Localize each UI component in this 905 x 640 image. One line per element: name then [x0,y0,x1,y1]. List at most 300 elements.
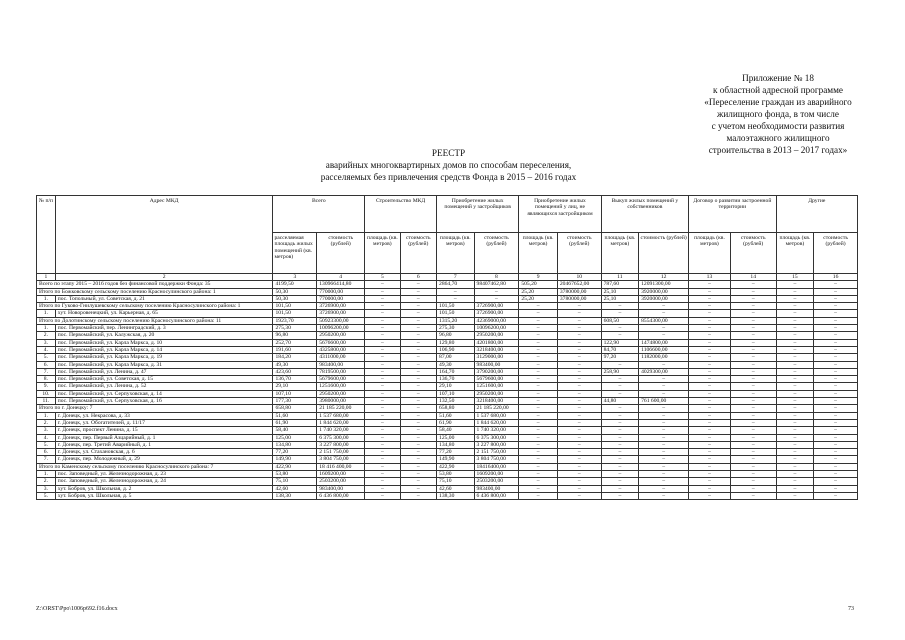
cell-value: 138,30 [273,492,317,499]
column-number: 12 [639,274,689,281]
cell-value: 3726900,00 [317,303,365,310]
cell-value: 1923,70 [273,317,317,324]
row-number: 5. [37,492,56,499]
cell-value: – [689,361,731,368]
cell-value: 107,10 [437,390,475,397]
cell-value: – [519,478,558,485]
row-number: 6. [37,449,56,456]
cell-value: – [400,478,436,485]
cell-value: 4199,50 [273,281,317,288]
cell-value: 191,60 [273,346,317,353]
cell-value: 122,90 [601,339,639,346]
cell-value: – [814,463,858,470]
cell-value: – [601,390,639,397]
cell-value: – [776,441,814,448]
row-address: пос. Первомайский, ул. Ленина, д. 52 [55,383,273,390]
cell-value: 97,20 [601,354,639,361]
row-address: г. Донецк, пер. Молодежный, д. 29 [55,456,273,463]
row-address: г. Донецк, пер. Третий Аварийный, д. 1 [55,441,273,448]
cell-value: – [814,419,858,426]
cell-value: – [639,434,689,441]
table-row [37,485,858,492]
cell-value: – [365,317,400,324]
cell-value: 101,50 [273,303,317,310]
cell-value: – [557,390,601,397]
cell-value: 164,70 [437,368,475,375]
cell-value: – [730,368,776,375]
column-number: 3 [273,274,317,281]
cell-value: – [519,485,558,492]
cell-value: – [776,449,814,456]
cell-value: – [814,303,858,310]
table-row [37,346,858,353]
cell-value: – [814,325,858,332]
column-number: 5 [365,274,400,281]
cell-value: 18416400,00 [474,463,519,470]
cell-value: 96,80 [437,332,475,339]
cell-value: – [689,449,731,456]
row-number: 3. [37,485,56,492]
row-address: пос. Первомайский, ул. Калужская, д. 20 [55,332,273,339]
header-num: № п/п [37,196,56,274]
cell-value: – [474,295,519,302]
cell-value: 5679600,00 [317,376,365,383]
cell-value: – [730,295,776,302]
cell-value: 107,10 [273,390,317,397]
cell-value: – [400,317,436,324]
header-territory: Договор о развитии застроенной территории [689,196,777,233]
cell-value: – [437,295,475,302]
cell-value: 49,30 [437,361,475,368]
cell-value: – [519,434,558,441]
cell-value: – [639,463,689,470]
cell-value: – [814,405,858,412]
row-address: г. Донецк, проспект Ленина, д. 15 [55,427,273,434]
cell-value: – [776,419,814,426]
cell-value: – [689,398,731,405]
cell-value: – [365,485,400,492]
cell-value: – [730,317,776,324]
cell-value: 2503200,00 [317,478,365,485]
cell-value: – [601,434,639,441]
cell-value: – [639,419,689,426]
row-number: 1. [37,412,56,419]
cell-value: 75,10 [273,478,317,485]
column-number: 1 [37,274,56,281]
table-row [37,434,858,441]
cell-value: – [519,325,558,332]
cell-value: – [519,419,558,426]
cell-value: – [601,325,639,332]
cell-value: 252,70 [273,339,317,346]
cell-value: – [776,317,814,324]
cell-value: 275,30 [273,325,317,332]
cell-value: 423,60 [273,368,317,375]
row-number: 2. [37,332,56,339]
cell-value: – [557,463,601,470]
cell-value: – [689,346,731,353]
cell-value: 4029300,00 [639,368,689,375]
cell-value: 8554300,00 [639,317,689,324]
cell-value: – [776,485,814,492]
cell-value: – [601,471,639,478]
row-number: 5. [37,441,56,448]
cell-value: 18 416 400,00 [317,463,365,470]
cell-value: – [639,376,689,383]
page-number: 73 [848,606,854,612]
cell-value: – [519,303,558,310]
cell-value: – [557,478,601,485]
cell-value: 3 804 750,00 [317,456,365,463]
cell-value: – [400,463,436,470]
cell-value: 6 436 800,00 [474,492,519,499]
cell-value: – [365,281,400,288]
cell-value: 770000,00 [317,288,365,295]
cell-value: – [730,449,776,456]
header-area: площадь (кв. метров) [776,233,814,274]
cell-value: – [776,376,814,383]
cell-value: 10096200,00 [317,325,365,332]
cell-value: 77,20 [273,449,317,456]
cell-value: – [814,368,858,375]
cell-value: – [776,456,814,463]
cell-value: – [400,332,436,339]
cell-value: – [814,478,858,485]
cell-value: 2 151 750,00 [317,449,365,456]
cell-value: – [730,412,776,419]
cell-value: – [365,354,400,361]
appendix-line: к областной адресной программе [713,85,843,95]
appendix-block [660,72,896,156]
cell-value: – [689,376,731,383]
cell-value: 1474800,00 [639,339,689,346]
cell-value: – [365,427,400,434]
cell-value: – [689,339,731,346]
cell-value: – [776,303,814,310]
cell-value: 2950200,00 [474,390,519,397]
cell-value: – [557,419,601,426]
cell-value: – [519,405,558,412]
cell-value: 275,30 [437,325,475,332]
cell-value: 29,10 [437,383,475,390]
cell-value: – [814,376,858,383]
cell-value: 96,80 [273,332,317,339]
column-number: 14 [730,274,776,281]
table-row [37,310,858,317]
header-purchase-developer: Приобретение жилых помещений у застройщиков [437,196,519,233]
cell-value: – [814,492,858,499]
header-cost: стоимость (рублей) [474,233,519,274]
cell-value: – [814,471,858,478]
cell-value: 125,00 [273,434,317,441]
cell-value: – [814,449,858,456]
cell-value: – [639,471,689,478]
cell-value: – [365,405,400,412]
cell-value: – [814,288,858,295]
cell-value: – [519,383,558,390]
cell-value: – [365,339,400,346]
cell-value: – [519,427,558,434]
cell-value: – [730,303,776,310]
cell-value: 3129000,00 [474,354,519,361]
cell-value: 4201800,00 [474,339,519,346]
header-area: площадь (кв. метров) [437,233,475,274]
cell-value: – [814,434,858,441]
cell-value: – [814,295,858,302]
cell-value: 3780000,00 [557,288,601,295]
table-row [37,339,858,346]
cell-value: 6 375 300,00 [317,434,365,441]
cell-value: 4311000,00 [317,354,365,361]
cell-value: – [519,376,558,383]
cell-value: – [519,398,558,405]
cell-value: – [557,441,601,448]
cell-value: – [730,419,776,426]
file-path: Z:\ORST\Ppo\1006p692.f16.docx [36,606,118,612]
cell-value: – [601,441,639,448]
cell-value: – [601,303,639,310]
cell-value: – [365,325,400,332]
cell-value: – [730,281,776,288]
cell-value: – [776,368,814,375]
column-number: 8 [474,274,519,281]
header-cost: стоимость (рублей) [814,233,858,274]
cell-value: – [557,325,601,332]
cell-value: 5679600,00 [474,376,519,383]
cell-value: 101,50 [437,303,475,310]
cell-value: – [689,354,731,361]
cell-value: – [557,361,601,368]
appendix-line: Приложение № 18 [742,73,814,83]
cell-value: – [689,390,731,397]
cell-value: – [730,492,776,499]
cell-value: – [557,492,601,499]
cell-value: – [814,390,858,397]
cell-value: – [557,405,601,412]
cell-value: 25,20 [519,295,558,302]
cell-value: 184,20 [273,354,317,361]
cell-value: – [601,419,639,426]
cell-value: – [689,441,731,448]
cell-value: 3 227 800,00 [474,441,519,448]
registry-body [37,281,858,500]
subtotal-row [37,463,858,470]
table-row [37,332,858,339]
cell-value: – [776,412,814,419]
cell-value: – [400,281,436,288]
header-cost: стоимость (рублей) [557,233,601,274]
cell-value: 134,80 [437,441,475,448]
cell-value: – [639,456,689,463]
cell-value: – [730,310,776,317]
cell-value: – [601,427,639,434]
cell-value: – [776,405,814,412]
cell-value: – [557,398,601,405]
table-row [37,376,858,383]
cell-value: – [689,310,731,317]
cell-value: 1 537 680,00 [474,412,519,419]
cell-value: 12091300,00 [639,281,689,288]
cell-value: – [639,383,689,390]
cell-value: 3920000,00 [639,295,689,302]
cell-value: 1315,20 [437,317,475,324]
cell-value: – [730,441,776,448]
cell-value: – [639,478,689,485]
row-number: 1. [37,471,56,478]
cell-value: – [365,390,400,397]
cell-value: – [639,485,689,492]
cell-value: 125,00 [437,434,475,441]
cell-value: – [400,398,436,405]
cell-value: – [639,449,689,456]
cell-value: – [400,376,436,383]
row-address: г. Донецк, ул. Стахановская, д. 6 [55,449,273,456]
header-total: Всего [273,196,365,233]
cell-value: – [557,332,601,339]
cell-value: – [365,398,400,405]
cell-value: – [365,295,400,302]
cell-value: – [557,471,601,478]
cell-value: 2864,70 [437,281,475,288]
cell-value: 1609200,00 [317,471,365,478]
cell-value: – [689,295,731,302]
cell-value: – [365,441,400,448]
cell-value: – [730,383,776,390]
cell-value: – [689,281,731,288]
cell-value: – [776,478,814,485]
cell-value: – [557,368,601,375]
row-address: пос. Первомайский, ул. Серпуховская, д. 16 [55,398,273,405]
cell-value: – [519,441,558,448]
cell-value: – [400,361,436,368]
table-row [37,427,858,434]
cell-value: 10096200,00 [474,325,519,332]
cell-value: 49,30 [273,361,317,368]
cell-value: – [730,405,776,412]
cell-value: – [776,427,814,434]
cell-value: 422,90 [273,463,317,470]
cell-value: – [814,398,858,405]
cell-value: – [814,281,858,288]
cell-value: – [400,412,436,419]
cell-value: – [365,361,400,368]
cell-value: – [519,332,558,339]
cell-value: – [689,463,731,470]
cell-value: – [730,332,776,339]
cell-value: – [776,492,814,499]
cell-value: 983400,00 [317,361,365,368]
cell-value: 29,10 [273,383,317,390]
cell-value: 1 844 620,00 [317,419,365,426]
cell-value: – [814,485,858,492]
cell-value: – [365,471,400,478]
cell-value: – [776,398,814,405]
cell-value: – [519,354,558,361]
subtotal-label: Итого по г. Донецку: 7 [37,405,273,412]
cell-value: 6 375 300,00 [474,434,519,441]
cell-value: – [639,325,689,332]
cell-value: – [776,310,814,317]
cell-value: – [557,339,601,346]
cell-value: – [689,405,731,412]
cell-value: – [730,463,776,470]
appendix-line: жилищного фонда, в том числе [717,109,839,119]
table-row [37,456,858,463]
cell-value: – [730,478,776,485]
cell-value: 4325800,00 [317,346,365,353]
cell-value: – [776,281,814,288]
cell-value: 53,80 [273,471,317,478]
cell-value: 177,30 [273,398,317,405]
cell-value: 25,20 [519,288,558,295]
row-number: 10. [37,390,56,397]
cell-value: – [814,310,858,317]
row-address: г. Донецк, ул. Обогатителей, д. 11/17 [55,419,273,426]
subtotal-row [37,405,858,412]
cell-value: 3218400,00 [474,346,519,353]
table-row [37,325,858,332]
row-address: пос. Первомайский, ул. Серпуховская, д. 14 [55,390,273,397]
cell-value: 136,70 [273,376,317,383]
cell-value: – [437,288,475,295]
cell-value: 129,80 [437,339,475,346]
title-line-3: расселяемых без привлечения средств Фонда в 2015 – 2016 годах [320,172,577,182]
cell-value: – [814,456,858,463]
cell-value: – [776,434,814,441]
cell-value: 2 151 750,00 [474,449,519,456]
row-number: 2. [37,419,56,426]
row-address: пос. Топольный, ул. Советская, д. 21 [55,295,273,302]
cell-value: – [639,361,689,368]
subtotal-row [37,281,858,288]
row-number: 7. [37,368,56,375]
cell-value: – [557,412,601,419]
cell-value: – [776,332,814,339]
cell-value: 983400,00 [317,485,365,492]
subtotal-row [37,288,858,295]
cell-value: – [365,463,400,470]
cell-value: 1106600,00 [639,346,689,353]
subtotal-label: Итого по Божковскому сельскому поселению Красносулинского района: 1 [37,288,273,295]
cell-value: 61,90 [273,419,317,426]
cell-value: 51,60 [273,412,317,419]
cell-value: 787,60 [601,281,639,288]
cell-value: – [689,412,731,419]
cell-value: – [814,383,858,390]
row-address: пос. Первомайский, ул. Карла Маркса, д. 31 [55,361,273,368]
cell-value: – [557,485,601,492]
row-address: пос. Первомайский, пер. Ленинградский, д. 3 [55,325,273,332]
cell-value: 42,60 [437,485,475,492]
cell-value: 132,50 [437,398,475,405]
cell-value: – [365,310,400,317]
cell-value: – [689,332,731,339]
cell-value: 1 740 320,00 [317,427,365,434]
cell-value: – [365,478,400,485]
header-purchase-nondeveloper: Приобретение жилых помещений у лиц, не являющихся застройщиком [519,196,601,233]
appendix-line: «Переселение граждан из аварийного [704,97,852,107]
cell-value: – [601,456,639,463]
cell-value: 50,30 [273,288,317,295]
cell-value: – [689,368,731,375]
subtotal-row [37,303,858,310]
cell-value: – [400,310,436,317]
header-buyout: Выкуп жилых помещений у собственников [601,196,689,233]
cell-value: – [776,390,814,397]
cell-value: 983400,00 [474,485,519,492]
cell-value: – [400,492,436,499]
cell-value: – [601,332,639,339]
